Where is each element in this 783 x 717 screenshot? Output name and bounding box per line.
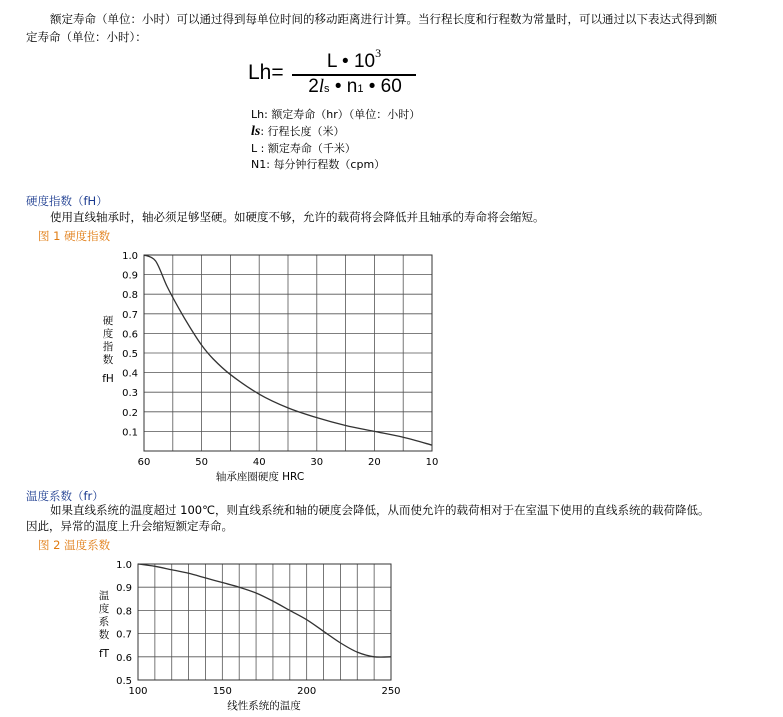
y-tick-label: 0.6 [122, 329, 138, 341]
hardness-paragraph: 使用直线轴承时，轴必须足够坚硬。如硬度不够，允许的载荷将会降低并且轴承的寿命将会缩短。 [50, 210, 545, 224]
y-tick-label: 0.3 [122, 388, 138, 400]
x-tick-label: 200 [297, 686, 317, 697]
y-axis-label-char: 温 [98, 590, 110, 602]
y-tick-label: 0.5 [116, 676, 132, 687]
x-tick-label: 150 [212, 686, 232, 697]
y-tick-label: 0.2 [122, 407, 138, 419]
figure-1-title: 图 1 硬度指数 [38, 229, 111, 243]
y-tick-label: 1.0 [122, 251, 138, 262]
legend-ls: ls: 行程长度（米） [251, 124, 345, 139]
x-tick-label: 30 [310, 457, 324, 468]
y-tick-label: 1.0 [116, 560, 132, 571]
temperature-paragraph-line-1: 如果直线系统的温度超过 100℃，则直线系统和轴的硬度会降低，从而使允许的载荷相对于在室温下使用的直线系统的载荷降低。 [50, 503, 710, 517]
legend-l: L : 额定寿命（千米） [251, 142, 356, 155]
x-tick-label: 60 [137, 457, 151, 468]
y-tick-label: 0.6 [116, 652, 132, 664]
formula-lhs: Lh= [248, 61, 284, 84]
y-axis-symbol: fH [102, 373, 114, 385]
temperature-section-title: 温度系数（fr） [26, 489, 104, 503]
temperature-paragraph-line-2: 因此，异常的温度上升会缩短额定寿命。 [26, 519, 233, 533]
hardness-section-title: 硬度指数（fH） [26, 194, 108, 208]
y-tick-label: 0.9 [122, 270, 138, 282]
plot-frame [138, 564, 391, 680]
x-tick-label: 20 [368, 457, 381, 468]
legend-n1: N1: 每分钟行程数（cpm） [251, 158, 386, 171]
hardness-chart [90, 248, 450, 488]
y-tick-label: 0.1 [122, 427, 138, 439]
x-tick-label: 100 [128, 686, 148, 697]
y-tick-label: 0.8 [122, 290, 138, 302]
y-tick-label: 0.7 [116, 629, 132, 641]
y-tick-label: 0.7 [122, 309, 138, 321]
y-axis-label-char: 系 [98, 616, 110, 628]
x-tick-label: 40 [252, 457, 266, 468]
y-axis-label-char: 度 [102, 328, 114, 340]
intro-line-1: 额定寿命（单位：小时）可以通过得到每单位时间的移动距离进行计算。当行程长度和行程数为常量时，可以通过以下表达式得到额 [50, 12, 717, 26]
figure-2-title: 图 2 温度系数 [38, 538, 111, 552]
temperature-chart [86, 555, 416, 717]
y-tick-label: 0.9 [116, 583, 132, 595]
formula-numerator: L • $10^3$ [326, 46, 382, 72]
rated-life-formula [248, 46, 428, 100]
formula-denominator: 2ls • n1 • 60 [308, 76, 402, 97]
legend-lh: Lh: 额定寿命（hr）（单位：小时） [251, 108, 421, 121]
y-tick-label: 0.8 [116, 606, 132, 618]
y-axis-label-char: 数 [102, 354, 114, 366]
x-axis-label: 轴承座圈硬度 HRC [215, 471, 305, 483]
y-axis-label-char: 硬 [102, 315, 114, 327]
y-axis-label-char: 度 [98, 603, 110, 615]
x-tick-label: 250 [381, 686, 401, 697]
x-tick-label: 10 [425, 457, 439, 468]
y-tick-label: 0.4 [122, 368, 138, 380]
y-axis-label-char: 数 [98, 629, 110, 641]
y-tick-label: 0.5 [122, 349, 138, 360]
intro-line-2: 定寿命（单位：小时）： [26, 30, 147, 44]
x-tick-label: 50 [195, 457, 208, 468]
y-axis-label-char: 指 [102, 341, 114, 353]
intro-paragraph [26, 10, 776, 46]
y-axis-symbol: fT [98, 648, 110, 660]
x-axis-label: 线性系统的温度 [227, 700, 301, 712]
